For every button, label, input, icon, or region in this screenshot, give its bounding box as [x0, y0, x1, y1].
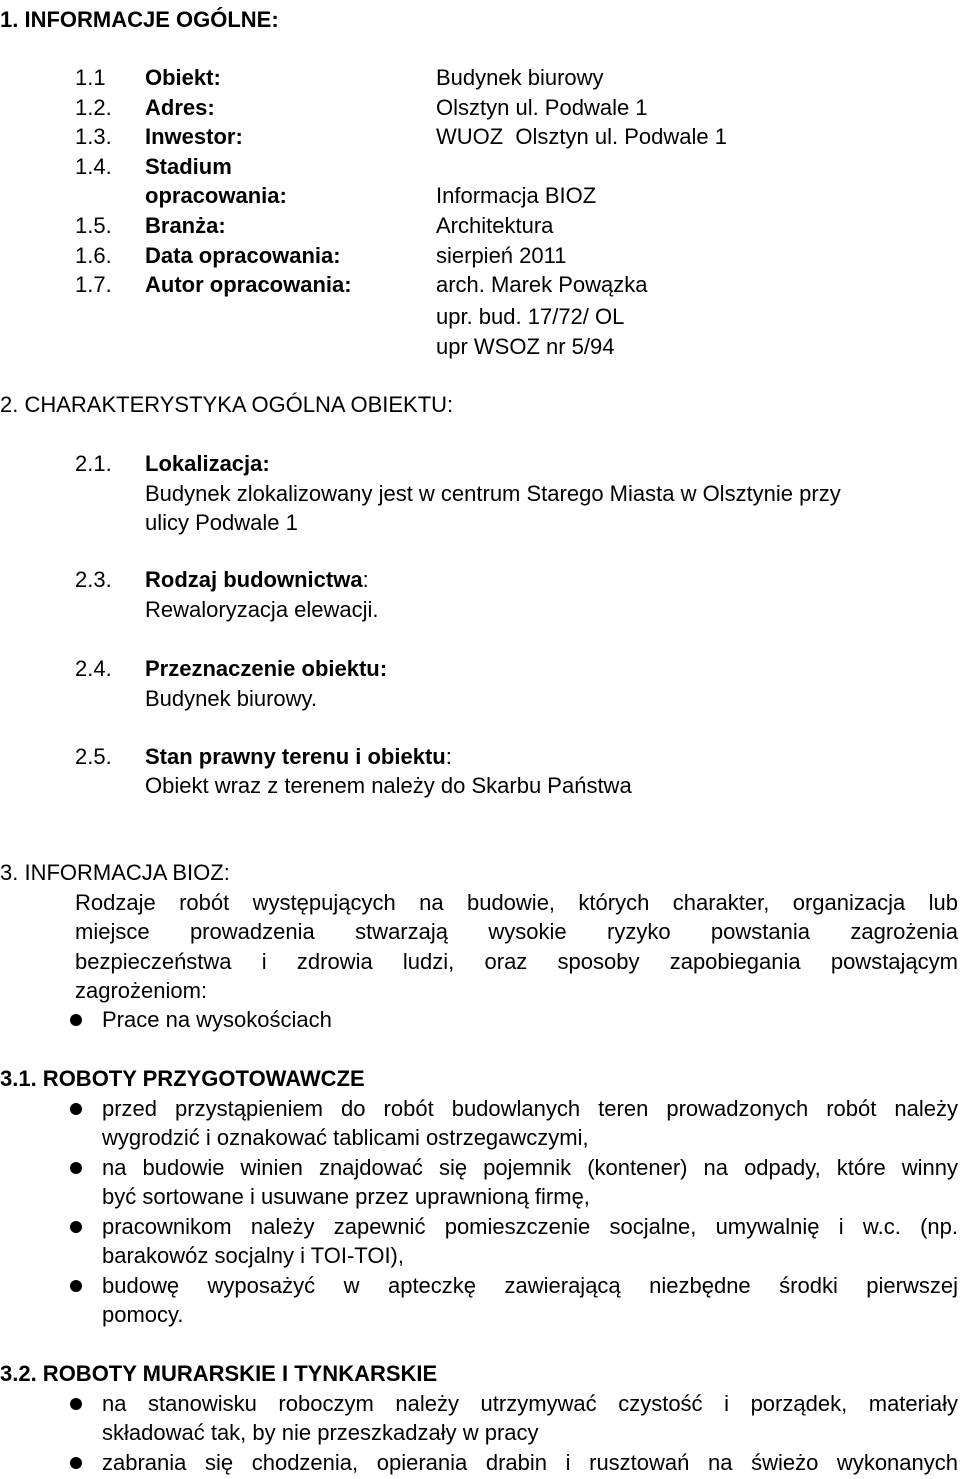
info-label: Adres:: [145, 95, 215, 120]
bullet-text-cont: barakowóz socjalny i TOI-TOI),: [102, 1243, 404, 1268]
item-num: 2.1.: [75, 451, 112, 476]
info-value-cont: upr WSOZ nr 5/94: [436, 334, 615, 359]
item-title: [145, 449, 270, 479]
info-value: Architektura: [436, 213, 554, 238]
info-label-cont: opracowania:: [145, 183, 287, 208]
item-num: 2.3.: [75, 567, 112, 592]
bullet-icon: [70, 1162, 82, 1174]
bullet-text: Prace na wysokościach: [102, 1007, 332, 1032]
item-text: Obiekt wraz z terenem należy do Skarbu Państwa: [145, 773, 632, 798]
info-num: 1.4.: [75, 154, 112, 179]
bullet-text: na stanowisku roboczym należy utrzymywać czystość i porządek, materiały: [102, 1391, 958, 1416]
paragraph-line: zagrożeniom:: [75, 978, 208, 1003]
paragraph-line: Rodzaje robót występujących na budowie, których charakter, organizacja lub: [75, 890, 958, 915]
info-value: arch. Marek Powązka: [436, 272, 648, 297]
bullet-text-cont: wygrodzić i oznakować tablicami ostrzegawczymi,: [102, 1125, 589, 1150]
info-num: 1.5.: [75, 213, 112, 238]
section-3-2-heading: 3.2. ROBOTY MURARSKIE I TYNKARSKIE: [0, 1361, 438, 1386]
info-value: WUOZ Olsztyn ul. Podwale 1: [436, 124, 727, 149]
item-title: [145, 654, 387, 684]
item-title-suffix: :: [445, 744, 452, 769]
item-title: [145, 565, 369, 595]
info-value: Budynek biurowy: [436, 65, 604, 90]
item-num: 2.5.: [75, 744, 112, 769]
item-title-text: Rodzaj budownictwa: [145, 567, 363, 592]
bullet-text: pracownikom należy zapewnić pomieszczenie socjalne, umywalnię i w.c. (np.: [102, 1214, 958, 1239]
paragraph-line: bezpieczeństwa i zdrowia ludzi, oraz sposoby zapobiegania powstającym: [75, 949, 958, 974]
bullet-icon: [70, 1398, 82, 1410]
info-value: Olsztyn ul. Podwale 1: [436, 95, 648, 120]
info-num: 1.2.: [75, 95, 112, 120]
section-1-heading: 1. INFORMACJE OGÓLNE:: [0, 7, 279, 32]
item-text: Budynek biurowy.: [145, 686, 318, 711]
section-3-heading: 3. INFORMACJA BIOZ:: [0, 860, 230, 885]
info-value-cont: upr. bud. 17/72/ OL: [436, 304, 625, 329]
bullet-icon: [70, 1457, 82, 1469]
bullet-text: przed przystąpieniem do robót budowlanych teren prowadzonych robót należy: [102, 1096, 958, 1121]
info-num: 1.6.: [75, 243, 112, 268]
bullet-text: na budowie winien znajdować się pojemnik (kontener) na odpady, które winny: [102, 1155, 958, 1180]
bullet-icon: [70, 1014, 82, 1026]
section-2-heading: 2. CHARAKTERYSTYKA OGÓLNA OBIEKTU:: [0, 392, 454, 417]
bullet-text-cont: być sortowane i usuwane przez uprawnioną firmę,: [102, 1184, 590, 1209]
item-title: [145, 742, 452, 772]
info-label: Autor opracowania:: [145, 272, 352, 297]
info-num: 1.3.: [75, 124, 112, 149]
info-label: Branża:: [145, 213, 226, 238]
item-text: ulicy Podwale 1: [145, 510, 298, 535]
info-num: 1.7.: [75, 272, 112, 297]
item-title-text: Stan prawny terenu i obiektu: [145, 744, 446, 769]
info-label: Stadium: [145, 154, 232, 179]
bullet-icon: [70, 1103, 82, 1115]
info-label: Obiekt:: [145, 65, 221, 90]
section-3-1-heading: 3.1. ROBOTY PRZYGOTOWAWCZE: [0, 1066, 365, 1091]
item-title-text: Przeznaczenie obiektu:: [145, 656, 388, 681]
item-title-text: Lokalizacja:: [145, 451, 270, 476]
info-label: Inwestor:: [145, 124, 243, 149]
bullet-text-cont: pomocy.: [102, 1302, 184, 1327]
bullet-text: zabrania się chodzenia, opierania drabin i rusztowań na świeżo wykonanych: [102, 1450, 958, 1475]
bullet-icon: [70, 1221, 82, 1233]
bullet-text: budowę wyposażyć w apteczkę zawierającą niezbędne środki pierwszej: [102, 1273, 958, 1298]
bullet-icon: [70, 1280, 82, 1292]
info-value: sierpień 2011: [436, 243, 567, 268]
item-num: 2.4.: [75, 656, 112, 681]
info-num: 1.1: [75, 65, 106, 90]
item-text: Budynek zlokalizowany jest w centrum Starego Miasta w Olsztynie przy: [145, 481, 841, 506]
info-label: Data opracowania:: [145, 243, 341, 268]
item-text: Rewaloryzacja elewacji.: [145, 597, 379, 622]
bullet-text-cont: składować tak, by nie przeszkadzały w pracy: [102, 1420, 539, 1445]
paragraph-line: miejsce prowadzenia stwarzają wysokie ryzyko powstania zagrożenia: [75, 919, 958, 944]
info-value: Informacja BIOZ: [436, 183, 597, 208]
item-title-suffix: :: [362, 567, 369, 592]
